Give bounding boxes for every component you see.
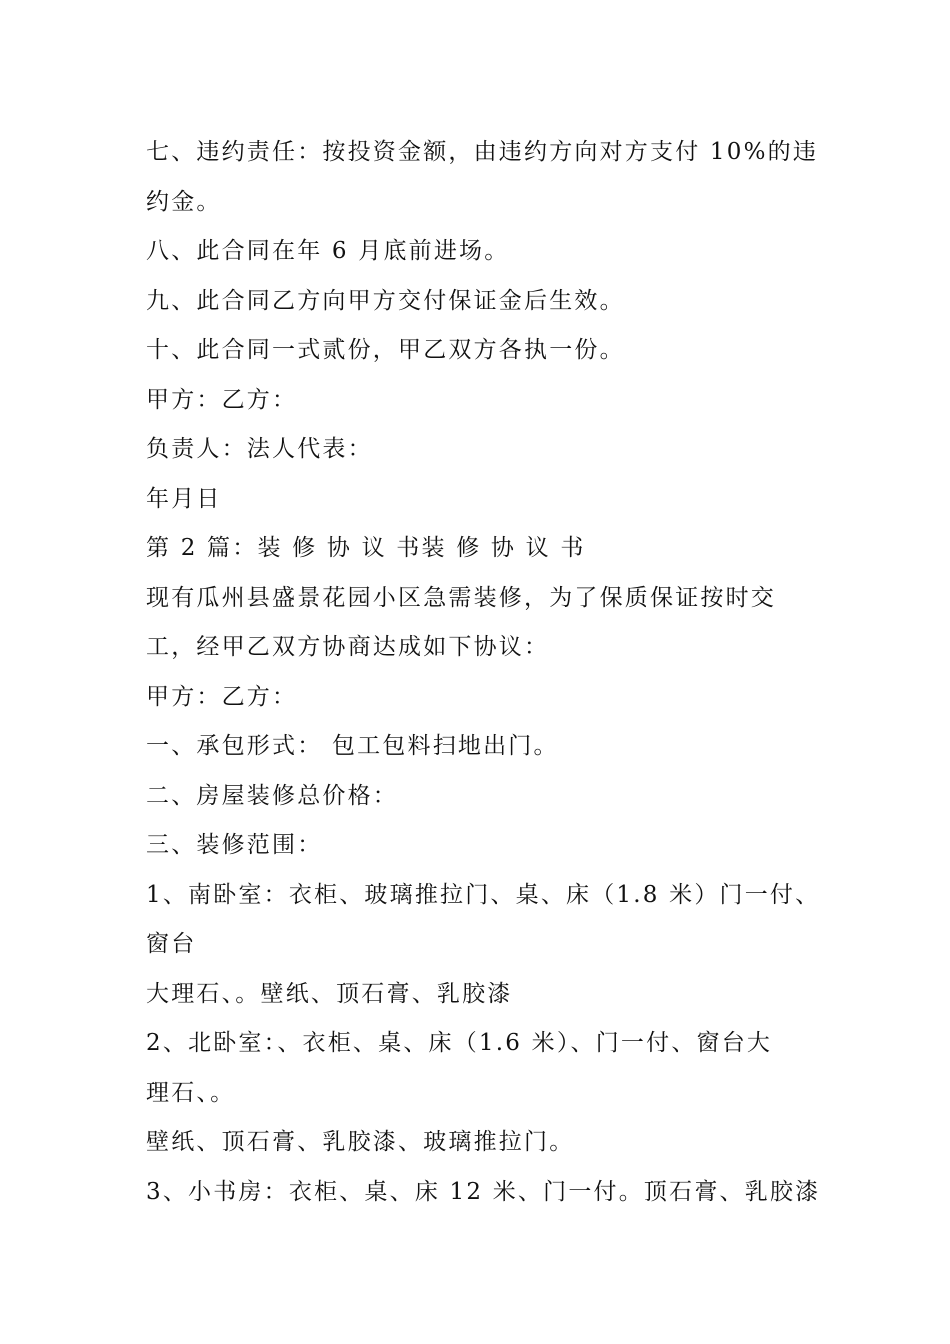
text-line: 十、此合同一式贰份，甲乙双方各执一份。 (146, 337, 625, 363)
text-line: 现有瓜州县盛景花园小区急需装修，为了保质保证按时交 (146, 584, 776, 611)
text-line: 约金。 (146, 188, 222, 215)
section-heading: 第 2 篇：装 修 协 议 书装 修 协 议 书 (146, 535, 586, 561)
text-line: 1、南卧室：衣柜、玻璃推拉门、桌、床（1.8 米）门一付、 (146, 881, 821, 908)
text-line: 理石、。 (146, 1079, 236, 1106)
text-line: 3、小书房：衣柜、桌、床 12 米、门一付。顶石膏、乳胶漆 (146, 1178, 821, 1205)
document-body (146, 128, 826, 1217)
text-line: 窗台 (146, 931, 197, 957)
text-line: 八、此合同在年 6 月底前进场。 (146, 238, 510, 264)
text-line: 工，经甲乙双方协商达成如下协议： (146, 634, 550, 660)
text-line: 壁纸、顶石膏、乳胶漆、玻璃推拉门。 (146, 1129, 575, 1155)
text-line: 年月日 (146, 485, 222, 512)
text-line: 2、北卧室：、衣柜、桌、床（1.6 米）、门一付、窗台大 (146, 1030, 773, 1056)
text-line: 九、此合同乙方向甲方交付保证金后生效。 (146, 287, 625, 314)
text-line: 甲方：乙方： (146, 683, 298, 710)
text-line: 三、装修范围： (146, 832, 323, 858)
text-line: 七、违约责任：按投资金额，由违约方向对方支付 10%的违 (146, 139, 819, 165)
text-line: 一、承包形式： 包工包料扫地出门。 (146, 733, 559, 759)
text-line: 大理石、。壁纸、顶石膏、乳胶漆 (146, 980, 513, 1007)
text-line: 二、房屋装修总价格： (146, 782, 398, 809)
text-line: 甲方：乙方： (146, 386, 298, 413)
text-line: 负责人：法人代表： (146, 436, 373, 462)
